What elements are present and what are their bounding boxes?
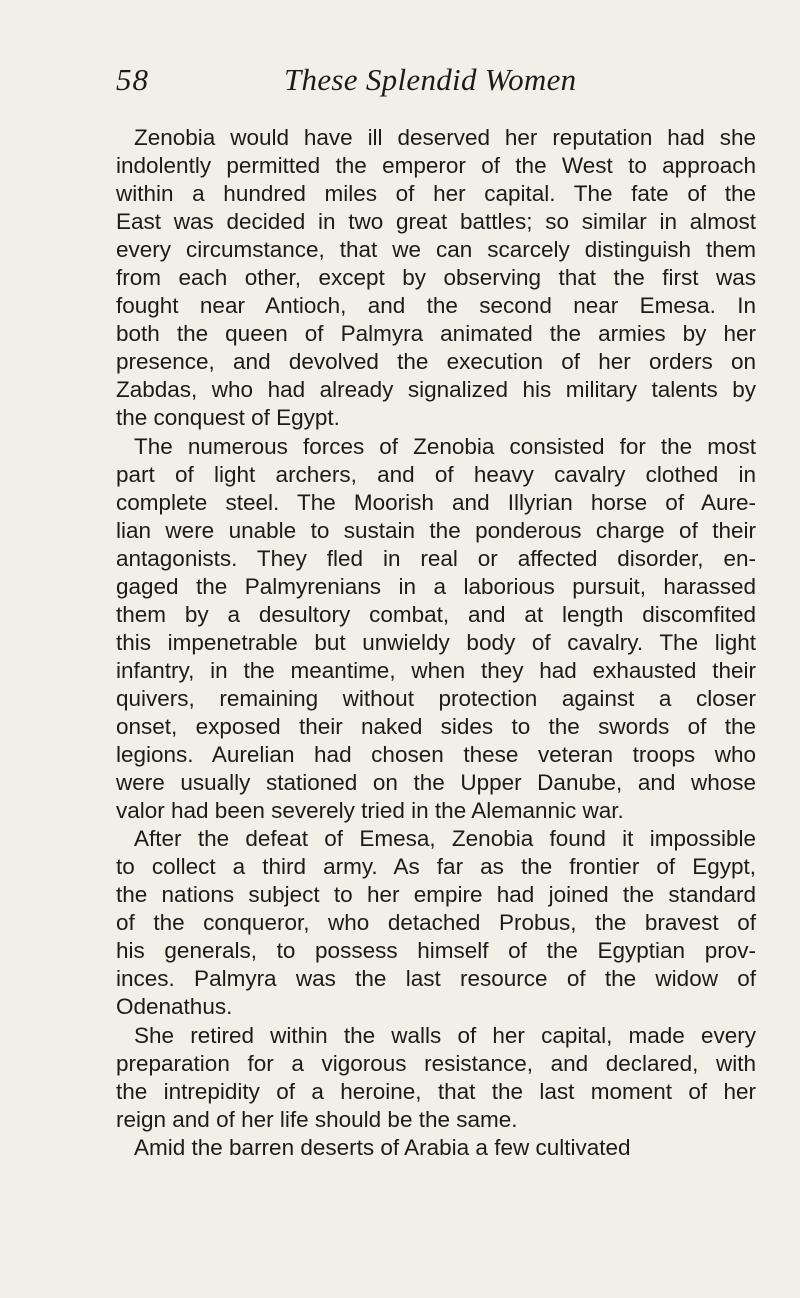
text-line: them by a desultory combat, and at length discomfited xyxy=(116,601,756,627)
text-line: The numerous forces of Zenobia consisted for the most xyxy=(134,433,756,459)
text-line: Zabdas, who had already signalized his military talents by xyxy=(116,377,756,403)
text-line: onset, exposed their naked sides to the swords of the xyxy=(116,713,756,739)
text-line: Odenathus. xyxy=(116,994,233,1020)
text-line: both the queen of Palmyra animated the armies by her xyxy=(116,321,756,347)
running-head xyxy=(116,60,676,100)
text-line: the intrepidity of a heroine, that the last moment of her xyxy=(116,1078,756,1104)
text-line: lian were unable to sustain the ponderous charge of their xyxy=(116,517,756,543)
text-line: infantry, in the meantime, when they had exhausted their xyxy=(116,657,756,683)
text-line: indolently permitted the emperor of the West to approach xyxy=(116,153,756,179)
text-line: this impenetrable but unwieldy body of cavalry. The light xyxy=(116,629,756,655)
text-line: valor had been severely tried in the Alemannic war. xyxy=(116,798,624,824)
text-line: presence, and devolved the execution of her orders on xyxy=(116,349,756,375)
paragraph xyxy=(116,1022,756,1134)
text-line: part of light archers, and of heavy cavalry clothed in xyxy=(116,461,756,487)
text-line: complete steel. The Moorish and Illyrian horse of Aure- xyxy=(116,489,756,515)
text-line: gaged the Palmyrenians in a laborious pursuit, harassed xyxy=(116,573,756,599)
running-title: These Splendid Women xyxy=(284,62,577,97)
text-line: quivers, remaining without protection against a closer xyxy=(116,685,756,711)
paragraph xyxy=(116,124,756,433)
text-line: Zenobia would have ill deserved her reputation had she xyxy=(134,125,756,150)
page-number: 58 xyxy=(116,62,149,97)
text-line: fought near Antioch, and the second near Emesa. In xyxy=(116,293,756,319)
text-line: the nations subject to her empire had joined the standard xyxy=(116,882,756,908)
text-line: the conquest of Egypt. xyxy=(116,405,340,431)
text-line: his generals, to possess himself of the Egyptian prov- xyxy=(116,938,756,964)
text-line: Amid the barren deserts of Arabia a few cultivated xyxy=(134,1134,631,1160)
body-text xyxy=(116,124,756,1162)
text-line: every circumstance, that we can scarcely distinguish them xyxy=(116,237,756,263)
text-line: were usually stationed on the Upper Danube, and whose xyxy=(116,770,756,796)
text-line: East was decided in two great battles; so similar in almost xyxy=(116,209,756,235)
text-line: After the defeat of Emesa, Zenobia found it impossible xyxy=(134,826,756,852)
text-line: preparation for a vigorous resistance, and declared, with xyxy=(116,1050,756,1076)
paragraph xyxy=(116,825,756,1021)
text-line: She retired within the walls of her capital, made every xyxy=(134,1022,756,1048)
text-line: inces. Palmyra was the last resource of the widow of xyxy=(116,966,756,992)
text-line: to collect a third army. As far as the frontier of Egypt, xyxy=(116,854,756,880)
paragraph xyxy=(116,433,756,826)
text-line: legions. Aurelian had chosen these veteran troops who xyxy=(116,742,756,768)
text-line: from each other, except by observing that the first was xyxy=(116,265,756,291)
paragraph xyxy=(116,1134,756,1162)
text-line: reign and of her life should be the same. xyxy=(116,1106,518,1132)
text-line: of the conqueror, who detached Probus, the bravest of xyxy=(116,910,756,936)
text-line: antagonists. They fled in real or affected disorder, en- xyxy=(116,545,756,571)
text-line: within a hundred miles of her capital. The fate of the xyxy=(116,181,756,207)
